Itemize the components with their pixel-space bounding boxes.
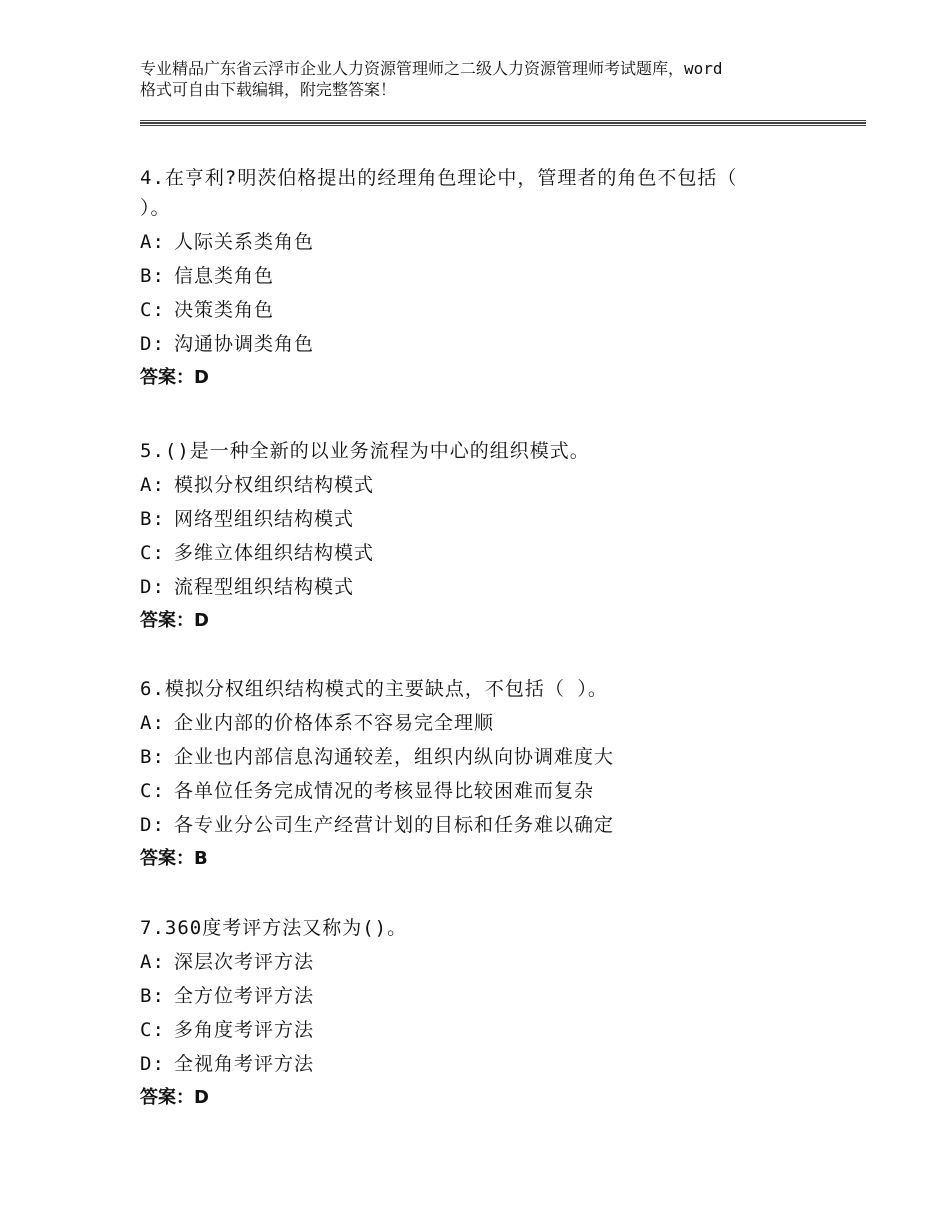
- option-text: 全视角考评方法: [174, 1053, 315, 1075]
- answer-value: D: [194, 1087, 209, 1108]
- question-5: [140, 436, 860, 638]
- option-key: C:: [140, 1019, 165, 1041]
- option-text: 多维立体组织结构模式: [174, 542, 375, 564]
- header-divider: [140, 120, 866, 126]
- option-text: 流程型组织结构模式: [174, 576, 355, 598]
- option-d: [140, 1047, 860, 1081]
- question-stem: [140, 163, 860, 223]
- option-key: B:: [140, 746, 165, 768]
- answer: [140, 1081, 860, 1115]
- question-stem-line: 6.模拟分权组织结构模式的主要缺点，不包括（ ）。: [140, 678, 608, 700]
- option-key: B:: [140, 508, 165, 530]
- question-stem: [140, 674, 860, 704]
- divider-rule: [140, 120, 866, 121]
- option-text: 各专业分公司生产经营计划的目标和任务难以确定: [174, 814, 615, 836]
- option-text: 企业内部的价格体系不容易完全理顺: [174, 712, 495, 734]
- option-key: B:: [140, 985, 165, 1007]
- option-b: [140, 979, 860, 1013]
- option-a: [140, 706, 860, 740]
- question-stem-line: 7.360度考评方法又称为()。: [140, 917, 408, 939]
- option-key: A:: [140, 712, 165, 734]
- option-c: [140, 1013, 860, 1047]
- option-key: D:: [140, 1053, 165, 1075]
- answer: [140, 604, 860, 638]
- option-text: 企业也内部信息沟通较差，组织内纵向协调难度大: [174, 746, 615, 768]
- answer-value: D: [194, 610, 209, 631]
- option-d: [140, 808, 860, 842]
- option-key: A:: [140, 231, 165, 253]
- option-text: 人际关系类角色: [174, 231, 315, 253]
- question-6: [140, 674, 860, 876]
- option-key: C:: [140, 299, 165, 321]
- answer-label: 答案：: [140, 610, 194, 631]
- option-b: [140, 740, 860, 774]
- option-key: B:: [140, 265, 165, 287]
- option-key: C:: [140, 542, 165, 564]
- option-text: 深层次考评方法: [174, 951, 315, 973]
- option-c: [140, 536, 860, 570]
- option-text: 模拟分权组织结构模式: [174, 474, 375, 496]
- answer-value: B: [194, 848, 208, 869]
- option-a: [140, 225, 860, 259]
- question-stem-line: 4.在亨利?明茨伯格提出的经理角色理论中，管理者的角色不包括（: [140, 167, 738, 189]
- question-stem-line: 5.()是一种全新的以业务流程为中心的组织模式。: [140, 440, 590, 462]
- document-header: [140, 58, 860, 100]
- divider-rule: [140, 125, 866, 126]
- question-4: [140, 163, 860, 395]
- question-stem-line: ）。: [140, 197, 171, 219]
- option-text: 决策类角色: [174, 299, 275, 321]
- answer-label: 答案：: [140, 848, 194, 869]
- option-text: 沟通协调类角色: [174, 333, 315, 355]
- question-stem: [140, 913, 860, 943]
- answer-label: 答案：: [140, 367, 194, 388]
- option-b: [140, 502, 860, 536]
- option-key: D:: [140, 814, 165, 836]
- answer-label: 答案：: [140, 1087, 194, 1108]
- option-key: A:: [140, 474, 165, 496]
- answer-value: D: [194, 367, 209, 388]
- option-c: [140, 774, 860, 808]
- option-b: [140, 259, 860, 293]
- option-text: 各单位任务完成情况的考核显得比较困难而复杂: [174, 780, 595, 802]
- question-stem: [140, 436, 860, 466]
- answer: [140, 842, 860, 876]
- option-text: 网络型组织结构模式: [174, 508, 355, 530]
- option-key: D:: [140, 576, 165, 598]
- option-text: 全方位考评方法: [174, 985, 315, 1007]
- option-a: [140, 468, 860, 502]
- option-text: 多角度考评方法: [174, 1019, 315, 1041]
- option-d: [140, 570, 860, 604]
- option-key: D:: [140, 333, 165, 355]
- answer: [140, 361, 860, 395]
- option-key: A:: [140, 951, 165, 973]
- option-key: C:: [140, 780, 165, 802]
- header-line-1: 专业精品广东省云浮市企业人力资源管理师之二级人力资源管理师考试题库，word: [140, 59, 723, 78]
- divider-rule: [140, 122, 866, 124]
- option-a: [140, 945, 860, 979]
- question-7: [140, 913, 860, 1115]
- option-c: [140, 293, 860, 327]
- option-text: 信息类角色: [174, 265, 275, 287]
- header-line-2: 格式可自由下载编辑，附完整答案！: [140, 80, 397, 99]
- option-d: [140, 327, 860, 361]
